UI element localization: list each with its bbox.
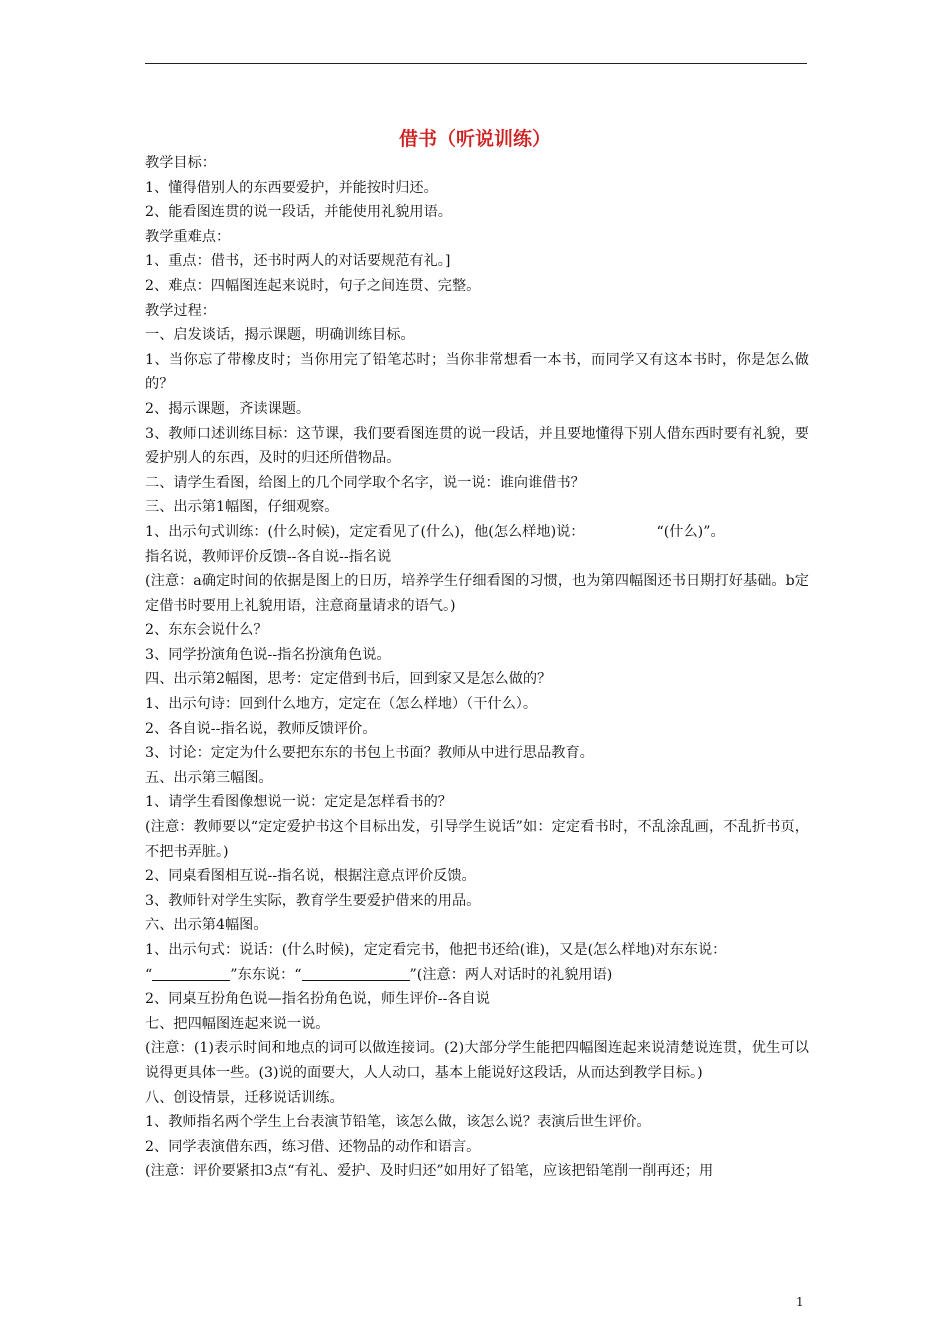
text-line: 二、请学生看图，给图上的几个同学取个名字，说一说：谁向谁借书？ [145,474,585,491]
sentence-pattern-quote: “(什么)”。 [656,523,725,540]
text-line: 教学重难点： [145,228,231,245]
text-line: 七、把四幅图连起来说一说。 [145,1015,330,1032]
text-line: 3、同学扮演角色说--指名扮演角色说。 [145,646,391,663]
text-line: 六、出示第4幅图。 [145,917,268,934]
blank-underline [302,966,410,981]
fill-in-line [145,963,809,988]
text-line: 1、出示句诗：回到什么地方，定定在（怎么样地）（干什么）。 [145,696,538,713]
text-line: 3、教师针对学生实际，教育学生要爱护借来的用品。 [145,892,481,909]
text-line: 指名说，教师评价反馈--各自说--指名说 [145,548,392,565]
header-rule [145,63,807,64]
text-line: (注意：评价要紧扣3点“有礼、爱护、及时归还”如用好了铅笔，应该把铅笔削一削再还；用 [145,1163,714,1180]
note-paragraph: (注意：(1)表示时间和地点的词可以做连接词。(2)大部分学生能把四幅图连起来说清楚说连贯，优生可以说得更具体一些。(3)说的面要大，人人动口，基本上能说好这段话，从而达到教学目标。) [145,1040,809,1081]
page-title: 借书（听说训练） [398,128,551,150]
text-line: 1、出示句式：说话：(什么时候)，定定看完书，他把书还给(谁)，又是(怎么样地)对东东说： [145,942,727,958]
text-line: 1、请学生看图像想说一说：定定是怎样看书的？ [145,794,452,811]
text-line: 2、同学表演借东西，练习借、还物品的动作和语言。 [145,1138,481,1155]
text-line: 1、懂得借别人的东西要爱护，并能按时归还。 [145,179,438,196]
text-line: 2、难点：四幅图连起来说时，句子之间连贯、完整。 [145,277,481,294]
text-line: 1、重点：借书，还书时两人的对话要规范有礼。] [145,253,451,270]
text-line: 2、同桌互扮角色说—指名扮角色说，师生评价--各自说 [145,991,490,1008]
text-line: 八、创设情景，迁移说话训练。 [145,1089,344,1106]
sentence-pattern-text: 1、出示句式训练：(什么时候)，定定看见了(什么)，他(怎么样地)说： [145,523,585,540]
text-line: 2、揭示课题，齐读课题。 [145,400,311,417]
text-line: 2、东东会说什么？ [145,622,268,639]
text-line: 2、能看图连贯的说一段话，并能使用礼貌用语。 [145,204,452,221]
text-paragraph: 1、当你忘了带橡皮时；当你用完了铅笔芯时；当你非常想看一本书，而同学又有这本书时，你是怎么做的？ [145,351,809,393]
open-quote: “ [145,966,153,983]
text-line: 教学过程： [145,302,216,319]
text-line: 四、出示第2幅图，思考：定定借到书后，回到家又是怎么做的？ [145,671,552,688]
blank-underline [152,966,230,981]
text-line: 三、出示第1幅图，仔细观察。 [145,499,339,516]
sentence-pattern-line [145,520,809,545]
document-body [145,151,809,1184]
text-line: 2、同桌看图相互说--指名说，根据注意点评价反馈。 [145,868,476,885]
page-number: 1 [796,1295,804,1309]
text-line: 3、讨论：定定为什么要把东东的书包上书面？教师从中进行思品教育。 [145,745,594,762]
fill-in-note: ”(注意：两人对话时的礼貌用语) [409,966,613,983]
text-line: 一、启发谈话，揭示课题，明确训练目标。 [145,327,415,344]
text-paragraph: 3、教师口述训练目标：这节课，我们要看图连贯的说一段话，并且要地懂得下别人借东西时要有礼貌，要爱护别人的东西，及时的归还所借物品。 [145,425,809,467]
text-line: 2、各自说--指名说，教师反馈评价。 [145,720,377,737]
text-line: 教学目标： [145,155,216,171]
note-paragraph: (注意：a确定时间的依据是图上的日历，培养学生仔细看图的习惯，也为第四幅图还书日期打好基础。b定定借书时要用上礼貌用语，注意商量请求的语气。) [145,573,809,614]
fill-in-text: ”东东说：“ [230,966,302,983]
note-paragraph: (注意：教师要以“定定爱护书这个目标出发，引导学生说话”如：定定看书时，不乱涂乱画，不乱折书页，不把书弄脏。) [145,819,809,860]
text-line: 1、教师指名两个学生上台表演节铅笔，该怎么做，该怎么说？表演后世生评价。 [145,1114,651,1131]
text-line: 五、出示第三幅图。 [145,769,273,786]
